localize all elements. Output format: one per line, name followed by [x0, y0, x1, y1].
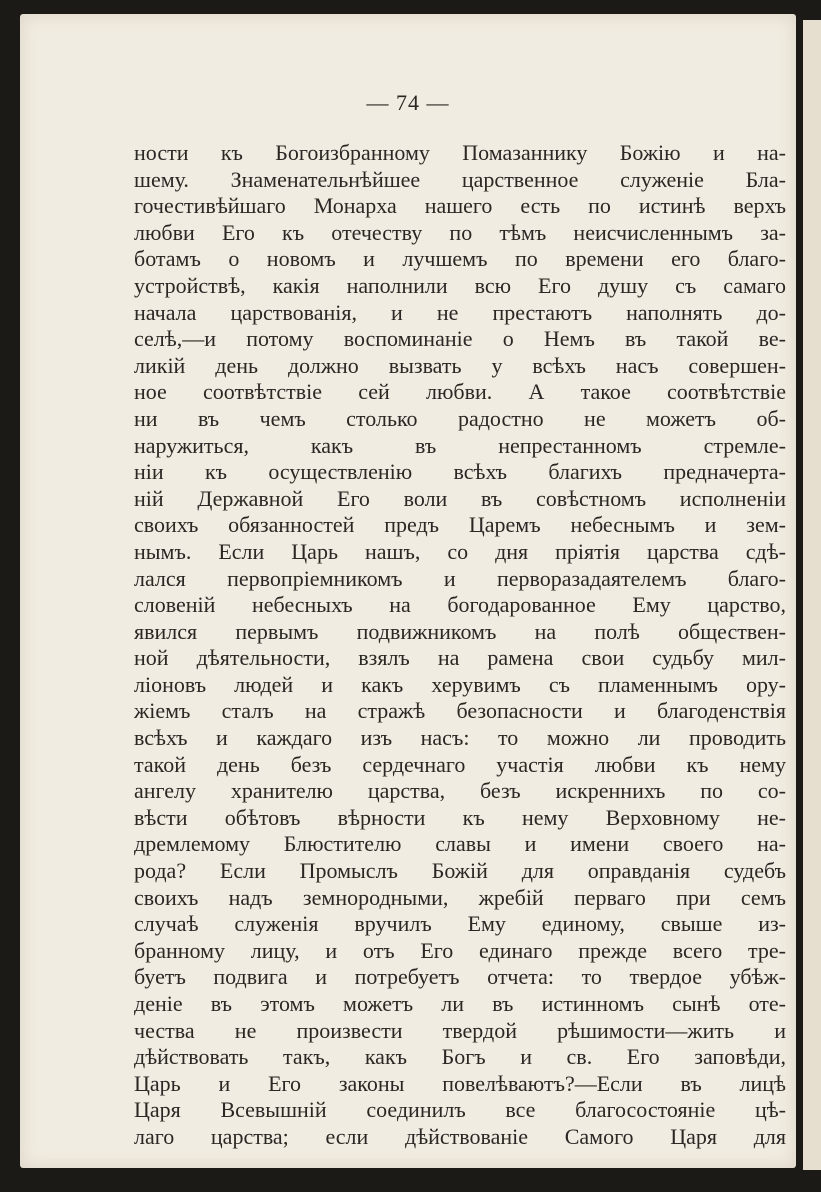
text-line: чества не произвести твердой рѣшимости—жить и — [134, 1017, 786, 1043]
text-line: нiи къ осуществленiю всѣхъ благихъ предначерта- — [134, 459, 786, 485]
text-line: буетъ подвига и потребуетъ отчета: то твердое убѣж- — [134, 964, 786, 990]
text-line: Царя Всевышнiй соединилъ все благосостоянiе цѣ- — [134, 1097, 786, 1123]
text-line: лiоновъ людей и какъ херувимъ съ пламеннымъ ору- — [134, 671, 786, 697]
text-line: словенiй небесныхъ на богодарованное Ему царство, — [134, 592, 786, 618]
book-page — [20, 14, 796, 1168]
text-line: ликiй день должно вызвать у всѣхъ насъ совершен- — [134, 352, 786, 378]
adjacent-page-edge — [803, 20, 821, 1170]
text-line: ности къ Богоизбранному Помазаннику Божiю и на- — [134, 140, 786, 165]
text-line: устройствѣ, какiя наполнили всю Его душу съ самаго — [134, 272, 786, 298]
text-line: шему. Знаменательнѣйшее царственное служенiе Бла- — [134, 166, 786, 192]
text-line: дѣйствовать такъ, какъ Богъ и св. Его заповѣди, — [134, 1044, 786, 1070]
text-line: лаго царства; если дѣйствованiе Самого Царя для — [134, 1123, 786, 1149]
text-line: такой день безъ сердечнаго участiя любви къ нему — [134, 751, 786, 777]
text-line: наружиться, какъ въ непрестанномъ стремле- — [134, 432, 786, 458]
text-line: ботамъ о новомъ и лучшемъ по времени его благо- — [134, 246, 786, 272]
text-line: начала царствованiя, и не престаютъ наполнять до- — [134, 299, 786, 325]
text-line: своихъ обязанностей предъ Царемъ небеснымъ и зем- — [134, 512, 786, 538]
text-line: любви Его къ отечеству по тѣмъ неисчисленнымъ за- — [134, 219, 786, 245]
text-line: ное соотвѣтствiе сей любви. А такое соотвѣтствiе — [134, 379, 786, 405]
text-line: лался первопрiемникомъ и перворазадаятелемъ благо- — [134, 565, 786, 591]
page-number: — 74 — — [366, 90, 450, 115]
text-line: ной дѣятельности, взялъ на рамена свои судьбу мил- — [134, 645, 786, 671]
body-text — [134, 140, 786, 1151]
text-line: вѣсти обѣтовъ вѣрности къ нему Верховному не- — [134, 804, 786, 830]
text-line: Царь и Его законы повелѣваютъ?—Если въ лицѣ — [134, 1070, 786, 1096]
text-line: ни въ чемъ столько радостно не можетъ об- — [134, 405, 786, 431]
text-line: гочестивѣйшаго Монарха нашего есть по истинѣ верхъ — [134, 193, 786, 219]
text-line: случаѣ служенiя вручилъ Ему единому, свыше из- — [134, 911, 786, 937]
text-line: селѣ,—и потому воспоминанiе о Немъ въ такой ве- — [134, 326, 786, 352]
text-line: рода? Если Промыслъ Божiй для оправданiя судебъ — [134, 858, 786, 884]
text-line: нымъ. Если Царь нашъ, со дня прiятiя царства сдѣ- — [134, 538, 786, 564]
text-line: жiемъ сталъ на стражѣ безопасности и благоденствiя — [134, 698, 786, 724]
text-line: дремлемому Блюстителю славы и имени своего на- — [134, 831, 786, 857]
text-line: бранному лицу, и отъ Его единаго прежде всего тре- — [134, 937, 786, 963]
text-line: ангелу хранителю царства, безъ искреннихъ по со- — [134, 778, 786, 804]
text-line: денiе въ этомъ можетъ ли въ истинномъ сынѣ оте- — [134, 991, 786, 1016]
text-line: нiй Державной Его воли въ совѣстномъ исполненiи — [134, 485, 786, 511]
text-line: всѣхъ и каждаго изъ насъ: то можно ли проводить — [134, 725, 786, 751]
text-line: явился первымъ подвижникомъ на полѣ обществен- — [134, 618, 786, 644]
text-line: своихъ надъ земнородными, жребiй перваго при семъ — [134, 884, 786, 910]
